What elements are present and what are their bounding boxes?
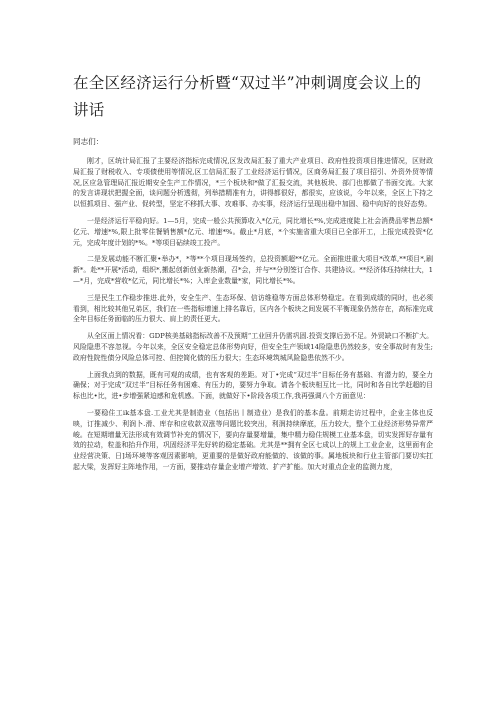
paragraph-2: 一是经济运行平稳向好。1—5月，完成一般公共预算收入*亿元，同比增长*%,完成进度陡上社会消费品零售总额*亿元、增速*%,限上批零住餐销售额*亿元、增速*%。截止*月底，*个实施省重大项目已全部开工，上报完成投资*亿元，完成年度计划的*%。*等项目砧续竣工投产。	[73, 216, 433, 247]
document-body	[73, 136, 433, 479]
paragraph-4: 三是民生工作稳步推进.此外，安全生产、生态环保、信访维稳等方面总体形势稳定。在看到成绩的同时，也必须看到，相比较其他兄弟区，我们在一些指标增速上排名靠后，区内各个板块之间发展不平衡现象仍然存在，高标准完成全年目标任务面临的压力很大、肩上的责任更大。	[73, 293, 433, 324]
salutation: 同志们：	[73, 137, 104, 146]
paragraph-1: 刚才，区统计局汇报了主要经济指标完成情况,区发改局汇报了重大产业项目、政府性投资项目推进情况，区财政局汇报了财税收入、专项债使用等情况,区工信局汇报了工业经济运行情况，区商务局汇报了项目招引、外资外贸等情况,区应急管理局汇报近期安全生产工作情况，*三个板块和*做了汇报交流，其他板块、部门也都做了书面交流。大家的发言讲现状把握全面，谈问题分析透彻，列举措精准有力，讲得都很好，都很实，应该说，今年以来，全区上下持之以恒抓项目、强产业、促转型，坚定不移抓大事、攻难事、办实事，经济运行呈现出稳中加固、稳中向好的良好态势。	[73, 157, 433, 209]
document-title: 在全区经济运行分析暨“双过半”冲刺调度会议上的讲话	[73, 74, 422, 119]
paragraph-3: 二是发展动能不断汇聚•举办*，*等**个项目现场签约，总投资额超**亿元。全面推进重大项目*改革,**项目*,刷新*。赴**开展*活动，组织*,搬起创新创业新热潮，召*会，并与**分别签订合作、共建协议。**经济体珏持续壮大，1—*月，完成*营收*亿元，同比增长*%；入库企业数量*家，同比增长*%。	[73, 255, 433, 285]
paragraph-6: 上面我点到的数据，既有可观的成绩，也有客观的差距。对丁•完成“双过半”目标任务有基础、有潜力的，要全力确保；对于完成“双过半”目标任务有困难、有压力的，要努力争取。请各个板块相互比一比，同时和各自比学赶超的目标也比•比，进•步增强紧迫感和危机感。下面，就做好下•阶段各项工作,我再强调八个方面意见：	[73, 370, 433, 401]
paragraph-5: 从全区面上情况看：GDP核美基础指标改善不及预期“工业回升仍需巩固.投资支撑后劲不足。外贸缺口不断扩大。风险隐患不容忽视。今年以来，全区安全稳定总体形势向好，但安全生产领域14险隐患仍然较多，安全事故时有发生;政府性院性债分风险总体可控、但控简化债的压力很大；生态环境筑城风险隐患依然不少。	[73, 332, 433, 362]
paragraph-7: 一要稳住工ik基本盘.工业尤其是制造业（包括出丨制造业）是我们的基本盘。前期走访过程中，企业主体也反映，订推减少、利润卜.滑、库存和应收款双涨等问题比较突出，利润持续摩底，压力较大，整个工业经济形势异常严峻。在短期增量无法形成有效调节补充的情况下，要向存量要增量，集中精力稳住规模工业基本盘，切实发挥好存量有效的拉动，粒盖和抬升作用，巩固经济平先好转的稳定基础。尤其是**拥有全区七成以上的规上工业企业，这里面有企业经营决策、日]场环境等客观因素影响，更重要的是做好政府能做的、该做的事。属地板块和行业主管部门要切实扛起大梁，发挥好主阵地作用，一方面，要推动存量企业增产增效、扩产扩能。加大对重点企业的监测力度，	[73, 408, 433, 471]
